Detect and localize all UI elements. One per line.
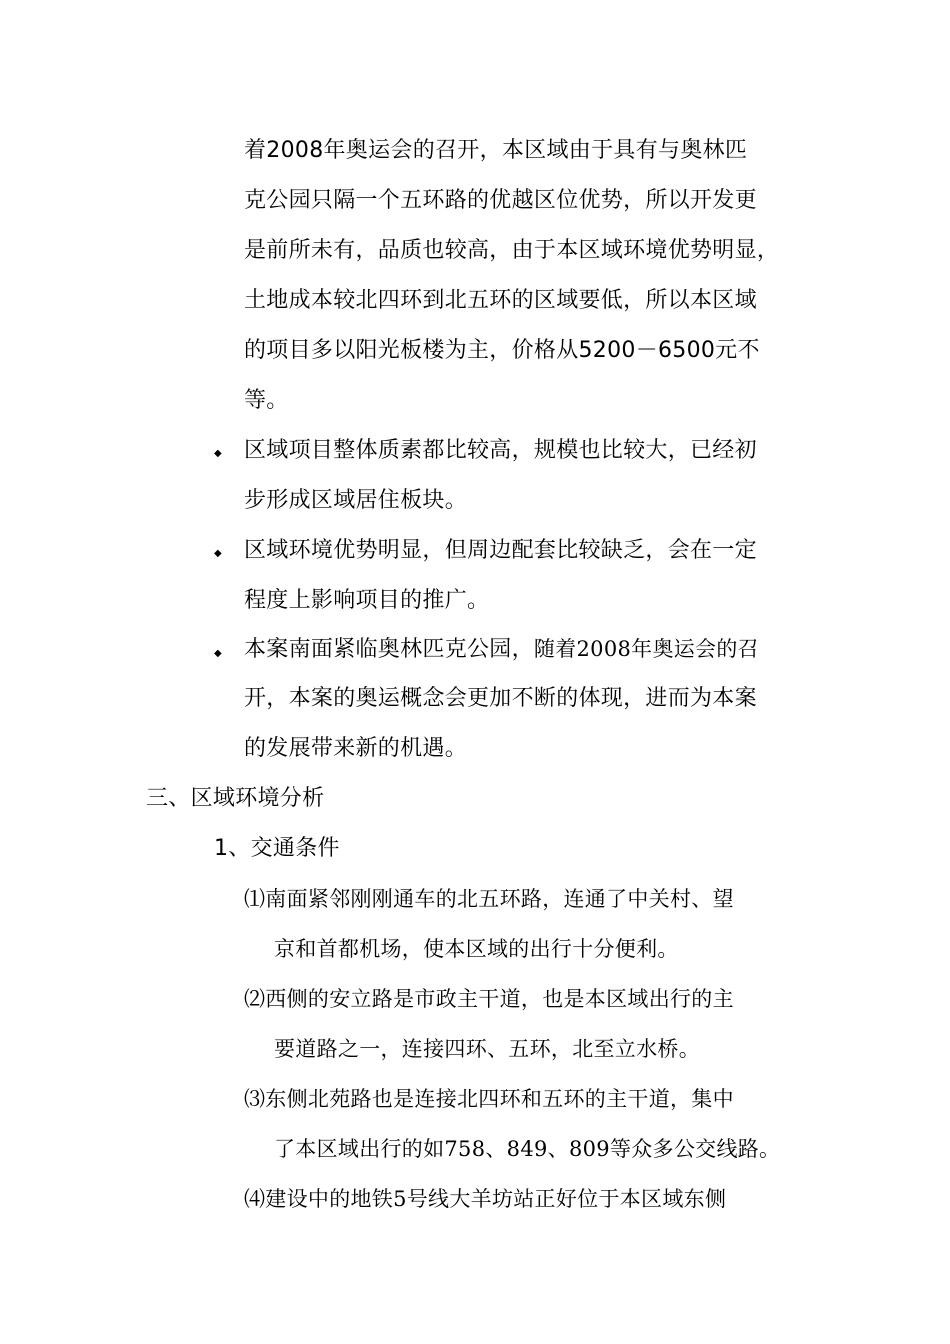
traffic-item-line: ⑶东侧北苑路也是连接北四环和五环的主干道，集中 — [244, 1087, 734, 1111]
bullet-line-part: 本案南面紧临奥林匹克公园， — [244, 637, 534, 662]
traffic-item-line: ⑷建设中的地铁5号线大羊坊站正好位于本区域东侧 — [244, 1187, 727, 1211]
traffic-item-line: 了本区域出行的如758、849、809等众多公交线路。 — [274, 1137, 781, 1161]
traffic-item-line: ⑵西侧的安立路是市政主干道，也是本区域出行的主 — [244, 987, 734, 1011]
diamond-bullet-icon: ◆ — [214, 448, 222, 459]
traffic-item-line: ⑴南面紧邻刚刚通车的北五环路，连通了中关村、望 — [244, 887, 734, 911]
traffic-item-line: 京和首都机场，使本区域的出行十分便利。 — [274, 937, 679, 961]
section-heading: 三、区域环境分析 — [146, 786, 325, 811]
bullet-line: 程度上影响项目的推广。 — [244, 588, 490, 613]
bullet-line: 区域环境优势明显，但周边配套比较缺乏，会在一定 — [244, 538, 757, 563]
bullet-line: 区域项目整体质素都比较高，规模也比较大，已经初 — [244, 438, 757, 463]
paragraph-line: 克公园只隔一个五环路的优越区位优势，所以开发更 — [244, 188, 757, 213]
bullet-line: 开，本案的奥运概念会更加不断的体现，进而为本案 — [244, 686, 757, 711]
bullet-line — [244, 634, 759, 665]
bullet-line: 步形成区域居住板块。 — [244, 488, 468, 513]
diamond-bullet-icon: ◆ — [214, 648, 222, 659]
diamond-bullet-icon: ◆ — [214, 548, 222, 559]
paragraph-line: 是前所未有，品质也较高，由于本区域环境优势明显， — [244, 238, 780, 263]
bullet-line: 的发展带来新的机遇。 — [244, 736, 468, 761]
paragraph-line: 着2008年奥运会的召开，本区域由于具有与奥林匹 — [244, 138, 748, 163]
paragraph-line: 等。 — [244, 388, 289, 413]
paragraph-line: 的项目多以阳光板楼为主，价格从5200－6500元不 — [244, 338, 760, 363]
paragraph-line: 土地成本较北四环到北五环的区域要低，所以本区域 — [244, 288, 757, 313]
sub-heading: 1、交通条件 — [214, 836, 340, 861]
traffic-item-line: 要道路之一，连接四环、五环，北至立水桥。 — [274, 1037, 700, 1061]
bullet-line-part: 随着2008年奥运会的召 — [533, 637, 759, 661]
